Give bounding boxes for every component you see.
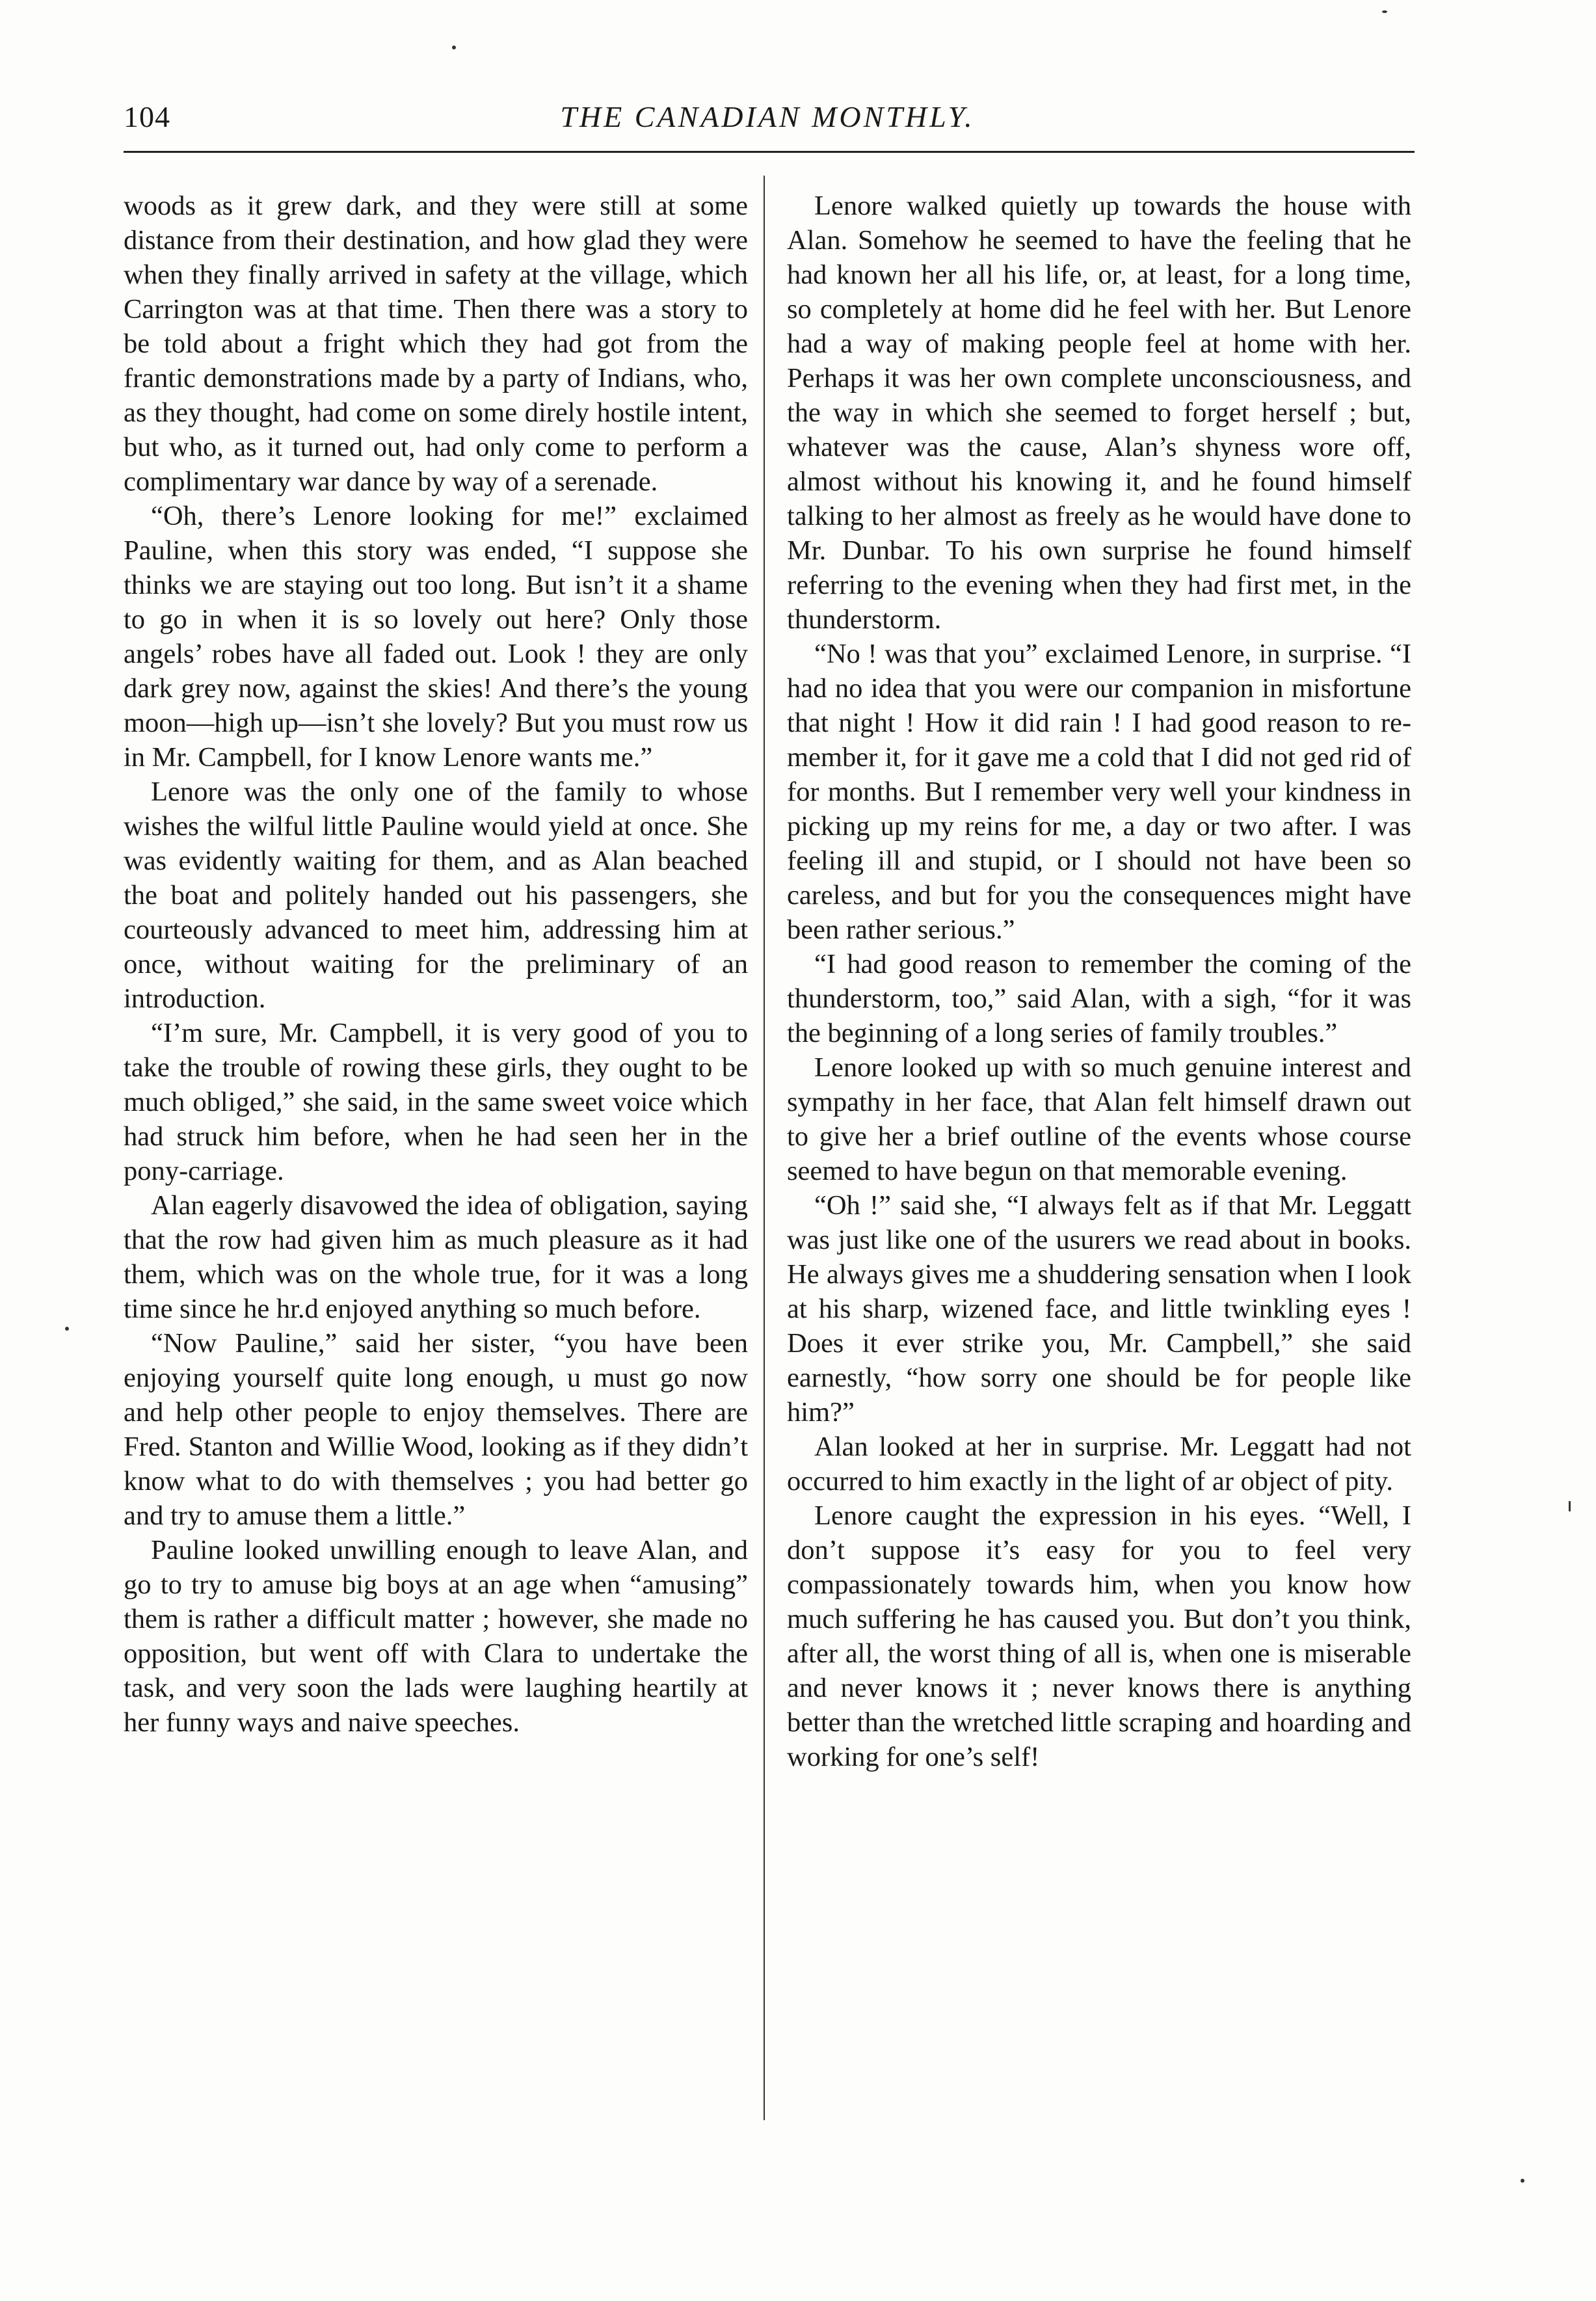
paragraph: “I’m sure, Mr. Campbell, it is very good of you to take the trouble of rowing these girls, they ought to be much obliged,” she said, in the same sweet voice which had struck him before, when he had seen her in the pony-carriage. xyxy=(124,1018,748,1186)
paragraph: woods as it grew dark, and they were still at some distance from their destination, and how glad they were when they finally arrived in safety at the village, which Carrington was at that time. Then there was a story to be told about a fright which they had got from the frantic demonstrations made by a party of Indians, who, as they thought, had come on some direly hostile intent, but who, as it turned out, had only come to perform a complimentary war dance by way of a serenade. xyxy=(124,191,748,497)
paragraph: Alan looked at her in surprise. Mr. Leggatt had not occurred to him exactly in the light of ar object of pity. xyxy=(787,1431,1411,1496)
paragraph: Lenore caught the expression in his eyes. “Well, I don’t suppose it’s easy for you to feel very compassionately towards him, when you know how much suffering he has caused you. But don’t you think, after all, the worst thing of all is, when one is miserable and never knows it ; never knows there is anything better than the wretched little scraping and hoarding and working for one’s self! xyxy=(787,1500,1411,1772)
print-speck xyxy=(65,1327,69,1331)
page-number: 104 xyxy=(124,100,170,133)
paragraph: “Now Pauline,” said her sister, “you have been enjoying yourself quite long enough, u must go now and help other people to enjoy themselves. There are Fred. Stanton and Willie Wood, looking as if they didn’t know what to do with themselves ; you had better go and try to amuse them a little.” xyxy=(124,1328,748,1531)
paragraph: “I had good reason to remember the coming of the thunderstorm, too,” said Alan, with a sigh, “for it was the beginning of a long series of family troubles.” xyxy=(787,949,1411,1048)
paragraph: Lenore looked up with so much genuine interest and sympathy in her face, that Alan felt himself drawn out to give her a brief outline of the events whose course seemed to have begun on that memorable evening. xyxy=(787,1052,1411,1186)
header-rule xyxy=(124,151,1415,153)
print-speck xyxy=(452,46,456,49)
paragraph: Pauline looked unwilling enough to leave Alan, and go to try to amuse big boys at an age when “amusing” them is rather a difficult matter ; however, she made no opposition, but went off with Clara to undertake the task, and very soon the lads were laughing heartily at her funny ways and naive speeches. xyxy=(124,1535,748,1738)
paragraph: “No ! was that you” exclaimed Lenore, in surprise. “I had no idea that you were our companion in misfortune that night ! How it did rain ! I had good reason to remember it, for it gave me a cold that I did not ged rid of for months. But I remember very well your kindness in picking up my reins for me, a day or two after. I was feeling ill and stupid, or I should not have been so careless, and but for you the consequences might have been rather serious.” xyxy=(787,639,1411,945)
paragraph: “Oh !” said she, “I always felt as if that Mr. Leggatt was just like one of the usurers we read about in books. He always gives me a shuddering sensation when I look at his sharp, wizened face, and little twinkling eyes ! Does it ever strike you, Mr. Campbell,” she said earnestly, “how sorry one should be for people like him?” xyxy=(787,1190,1411,1428)
print-speck xyxy=(1569,1501,1571,1511)
print-speck xyxy=(1521,2179,1524,2183)
print-speck xyxy=(1382,10,1387,13)
paragraph: Lenore walked quietly up towards the house with Alan. Somehow he seemed to have the feeling that he had known her all his life, or, at least, for a long time, so completely at home did he feel with her. But Lenore had a way of making people feel at home with her. Perhaps it was her own complete unconsciousness, and the way in which she seemed to forget herself ; but, whatever was the cause, Alan’s shyness wore off, almost without his knowing it, and he found himself talking to her almost as freely as he would have done to Mr. Dunbar. To his own surprise he found himself referring to the evening when they had first met, in the thunderstorm. xyxy=(787,191,1411,635)
paragraph: “Oh, there’s Lenore looking for me!” exclaimed Pauline, when this story was ended, “I suppose she thinks we are staying out too long. But isn’t it a shame to go in when it is so lovely out here? Only those angels’ robes have all faded out. Look ! they are only dark grey now, against the skies! And there’s the young moon—high up—isn’t she lovely? But you must row us in Mr. Campbell, for I know Lenore wants me.” xyxy=(124,501,748,773)
left-column xyxy=(124,189,748,1740)
running-title: THE CANADIAN MONTHLY. xyxy=(560,100,975,133)
paragraph: Alan eagerly disavowed the idea of obligation, saying that the row had given him as much pleasure as it had them, which was on the whole true, for it was a long time since he hr.d enjoyed anything so much before. xyxy=(124,1190,748,1324)
right-column xyxy=(787,189,1411,1774)
page-header xyxy=(124,91,1411,143)
paragraph: Lenore was the only one of the family to whose wishes the wilful little Pauline would yield at once. She was evidently waiting for them, and as Alan beached the boat and politely handed out his passengers, she courteously advanced to meet him, addressing him at once, without waiting for the preliminary of an introduction. xyxy=(124,777,748,1014)
column-divider xyxy=(764,176,765,2120)
